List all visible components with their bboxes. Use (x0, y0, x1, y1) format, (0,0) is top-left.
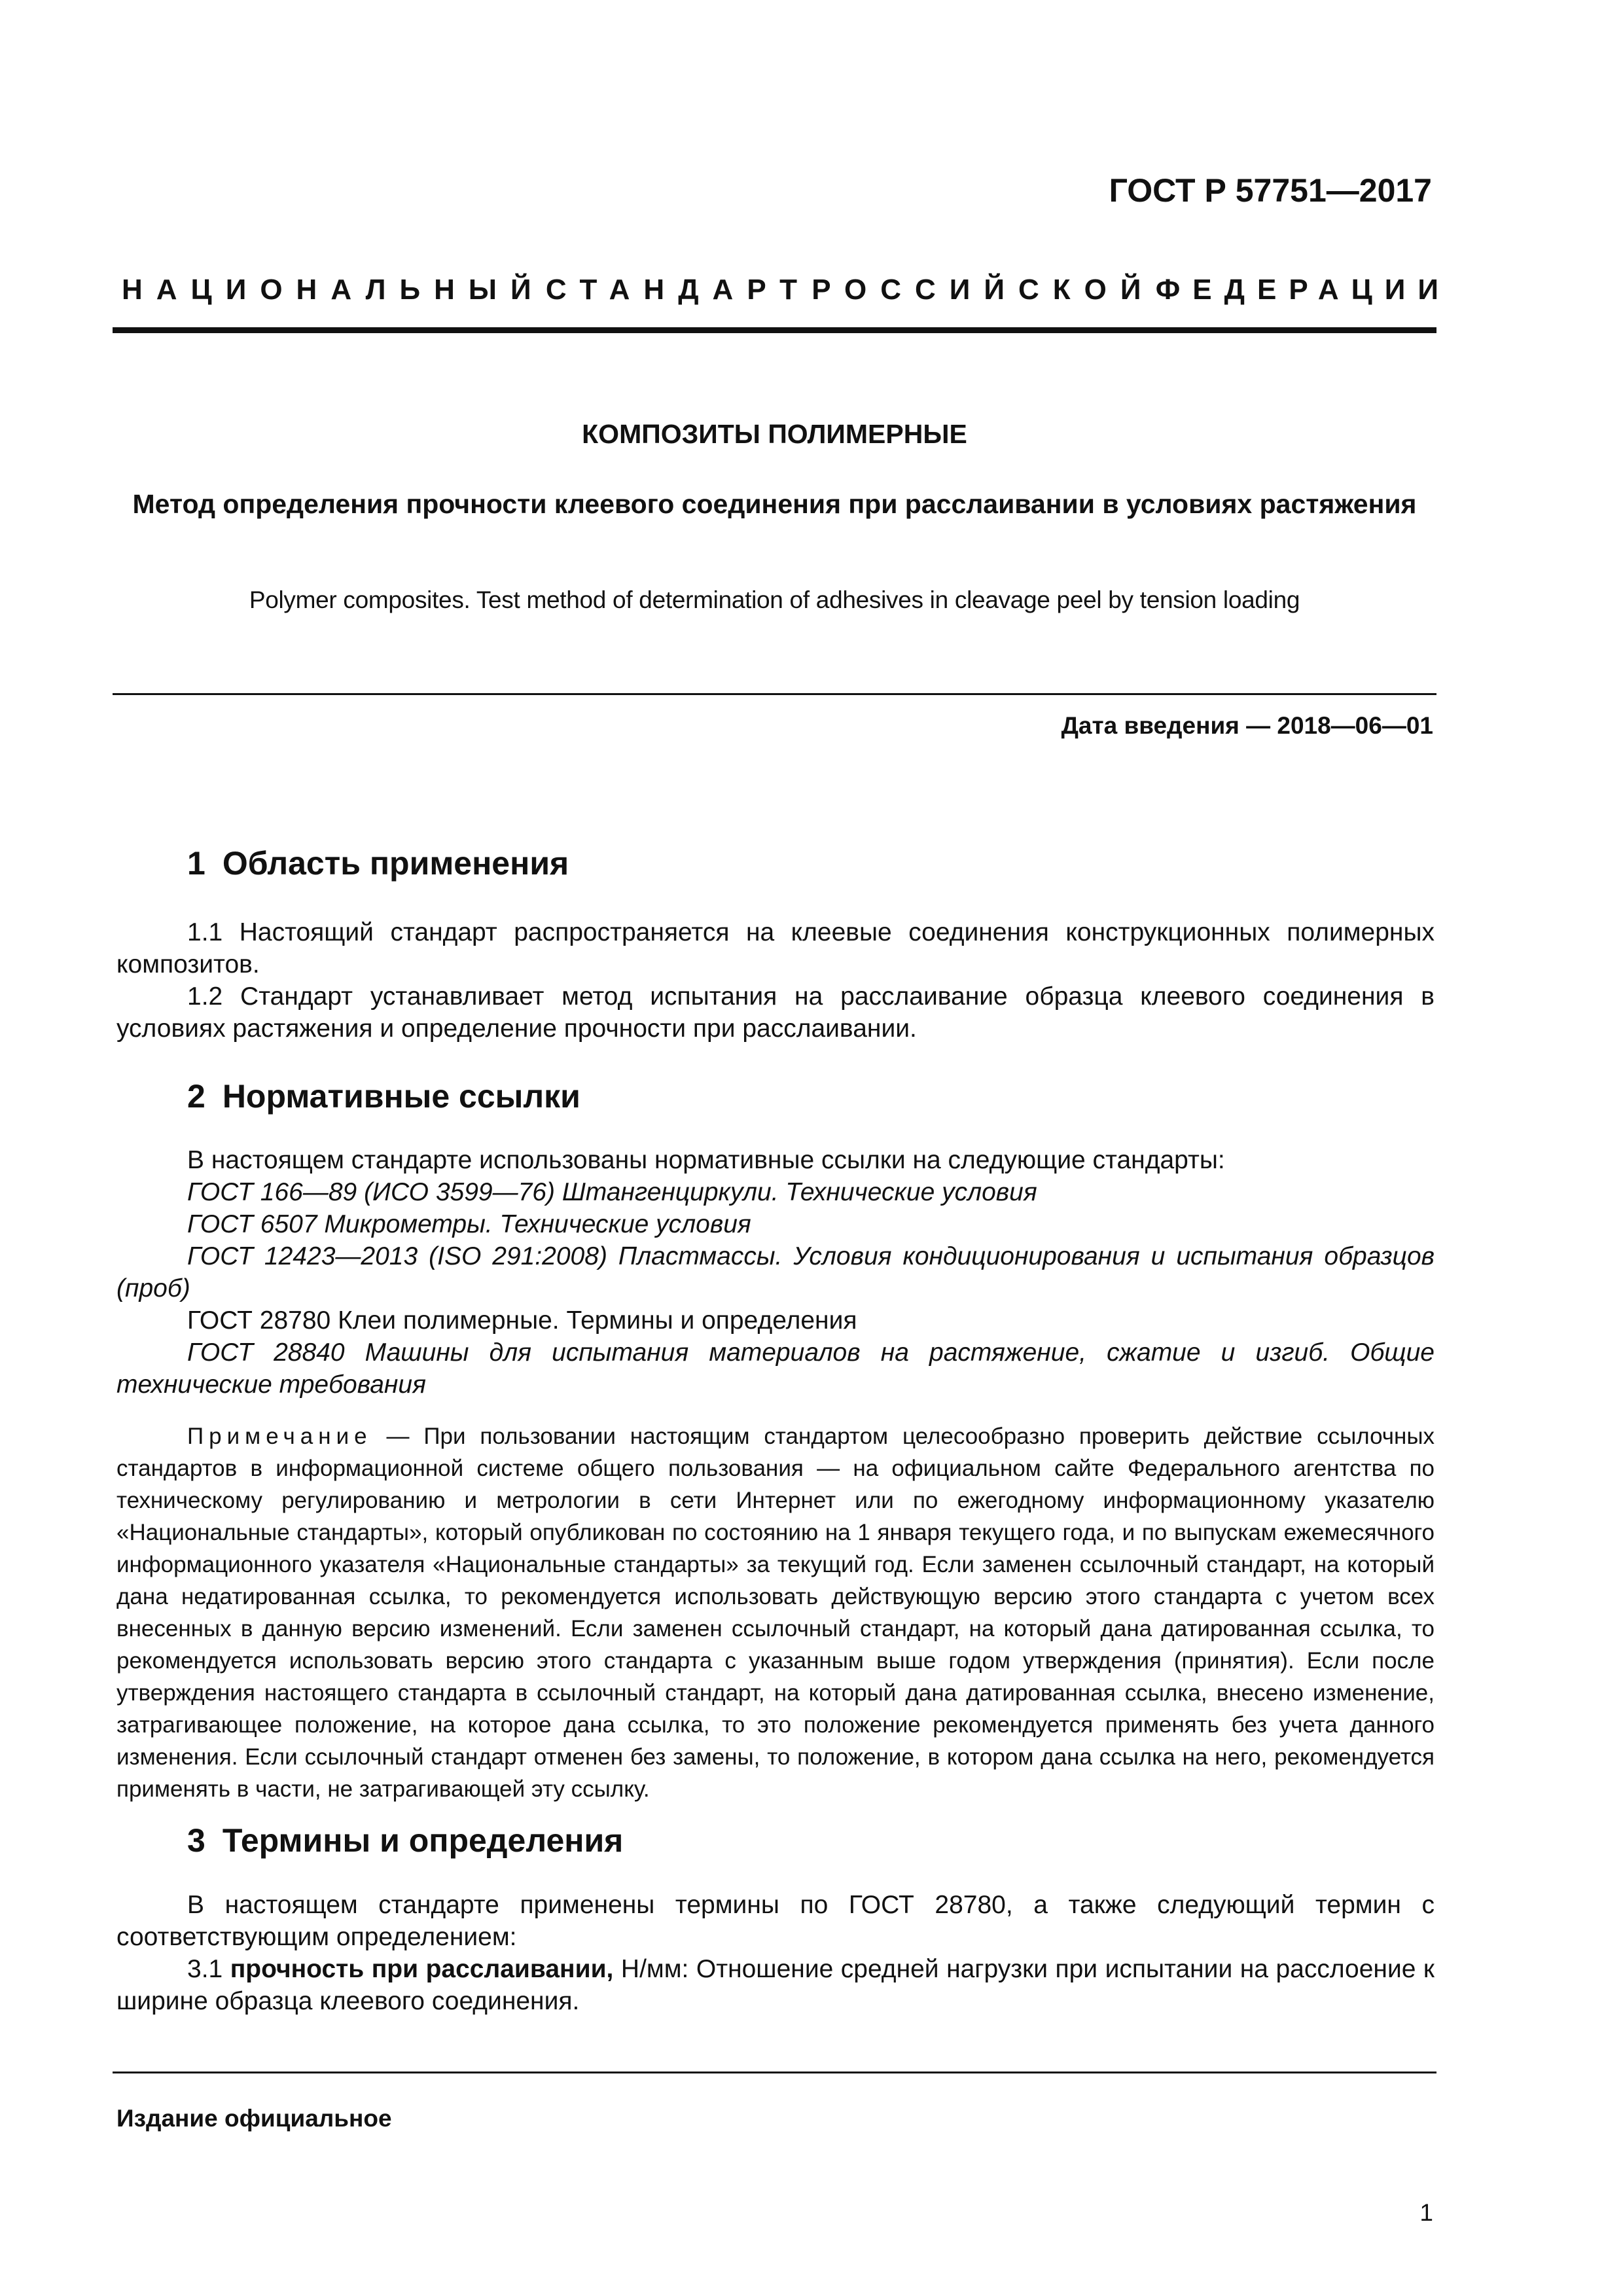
english-title: Polymer composites. Test method of determination of adhesives in cleavage peel by tension loading (249, 586, 1300, 613)
references-intro: В настоящем стандарте использованы нормативные ссылки на следующие стандарты: (187, 1146, 1225, 1174)
document-subtitle: Метод определения прочности клеевого соединения при расслаивании в условиях растяжения (132, 489, 1417, 519)
section-heading-terms (187, 1821, 623, 1859)
term-text: Отношение средней нагрузки при испытании на расслоение к ширине образца клеевого соединения. (116, 1955, 1435, 2015)
reference-item: ГОСТ 166—89 (ИСО 3599—76) Штангенциркули. Технические условия (187, 1178, 1037, 1206)
paragraph-1-1: 1.1 Настоящий стандарт распространяется на клеевые соединения конструкционных полимерных композитов. (116, 918, 1435, 978)
banner-word: НАЦИОНАЛЬНЫЙ (122, 274, 545, 306)
section-heading-scope (187, 844, 569, 882)
document-title: КОМПОЗИТЫ ПОЛИМЕРНЫЕ (582, 419, 967, 449)
note-lead: Примечание (187, 1424, 372, 1449)
title-rule (113, 693, 1436, 695)
banner-word: СТАНДАРТ (545, 274, 811, 306)
section-number: 1 (187, 845, 205, 882)
reference-item: ГОСТ 28840 Машины для испытания материалов на растяжение, сжатие и изгиб. Общие технические требования (116, 1338, 1435, 1399)
standard-code: ГОСТ Р 57751—2017 (1109, 172, 1432, 209)
banner-word: ФЕДЕРАЦИИ (1155, 274, 1451, 306)
footer-rule (113, 2072, 1436, 2073)
banner-word: РОССИЙСКОЙ (812, 274, 1155, 306)
section-title: Область применения (222, 845, 569, 882)
section-number: 3 (187, 1822, 205, 1859)
reference-item: ГОСТ 6507 Микрометры. Технические условия (187, 1210, 751, 1238)
note-text: — При пользовании настоящим стандартом целесообразно проверить действие ссылочных стандартов в информационной системе общего пользования — на официальном сайте Федерального агентства по техническому регулированию и метрологии в сети Интернет или по ежегодному информационному указателю «Национальные стандарты», который опубликован по состоянию на 1 января текущего года, и по выпускам ежемесячного информационного указателя «Национальные стандарты» за текущий год. Если заменен ссылочный стандарт, на который дана недатированная ссылка, то рекомендуется использовать действующую версию этого стандарта с учетом всех внесенных в данную версию изменений. Если заменен ссылочный стандарт, на который дана датированная ссылка, то рекомендуется использовать версию этого стандарта с указанным выше годом утверждения (принятия). Если после утверждения настоящего стандарта в ссылочный стандарт, на который дана датированная ссылка, внесено изменение, затрагивающее положение, на которое дана ссылка, то это положение рекомендуется применять без учета данного изменения. Если ссылочный стандарт отменен без замены, то положение, в котором дана ссылка на него, рекомендуется применять в части, не затрагивающей эту ссылку. (116, 1424, 1435, 1802)
term-name: прочность при расслаивании, (230, 1955, 614, 1983)
section-title: Термины и определения (222, 1822, 624, 1859)
national-standard-banner (122, 274, 1451, 306)
term-number: 3.1 (187, 1955, 223, 1983)
section-heading-references (187, 1077, 580, 1115)
paragraph-1-2: 1.2 Стандарт устанавливает метод испытания на расслаивание образца клеевого соединения в условиях растяжения и определение прочности при расслаивании. (116, 982, 1435, 1043)
section-number: 2 (187, 1078, 205, 1115)
header-rule (113, 327, 1436, 333)
page-number: 1 (1419, 2199, 1433, 2226)
references-note (116, 1420, 1435, 1805)
term-unit: Н/мм: (620, 1955, 689, 1983)
term-definition (116, 1953, 1435, 2017)
section-title: Нормативные ссылки (222, 1078, 580, 1115)
reference-item: ГОСТ 12423—2013 (ISO 291:2008) Пластмассы. Условия кондиционирования и испытания образцов (проб) (116, 1242, 1435, 1302)
introduction-date: Дата введения — 2018—06—01 (1061, 712, 1433, 739)
terms-intro: В настоящем стандарте применены термины по ГОСТ 28780, а также следующий термин с соответствующим определением: (116, 1891, 1435, 1951)
official-edition-label: Издание официальное (116, 2105, 392, 2132)
reference-item: ГОСТ 28780 Клеи полимерные. Термины и определения (187, 1306, 857, 1335)
